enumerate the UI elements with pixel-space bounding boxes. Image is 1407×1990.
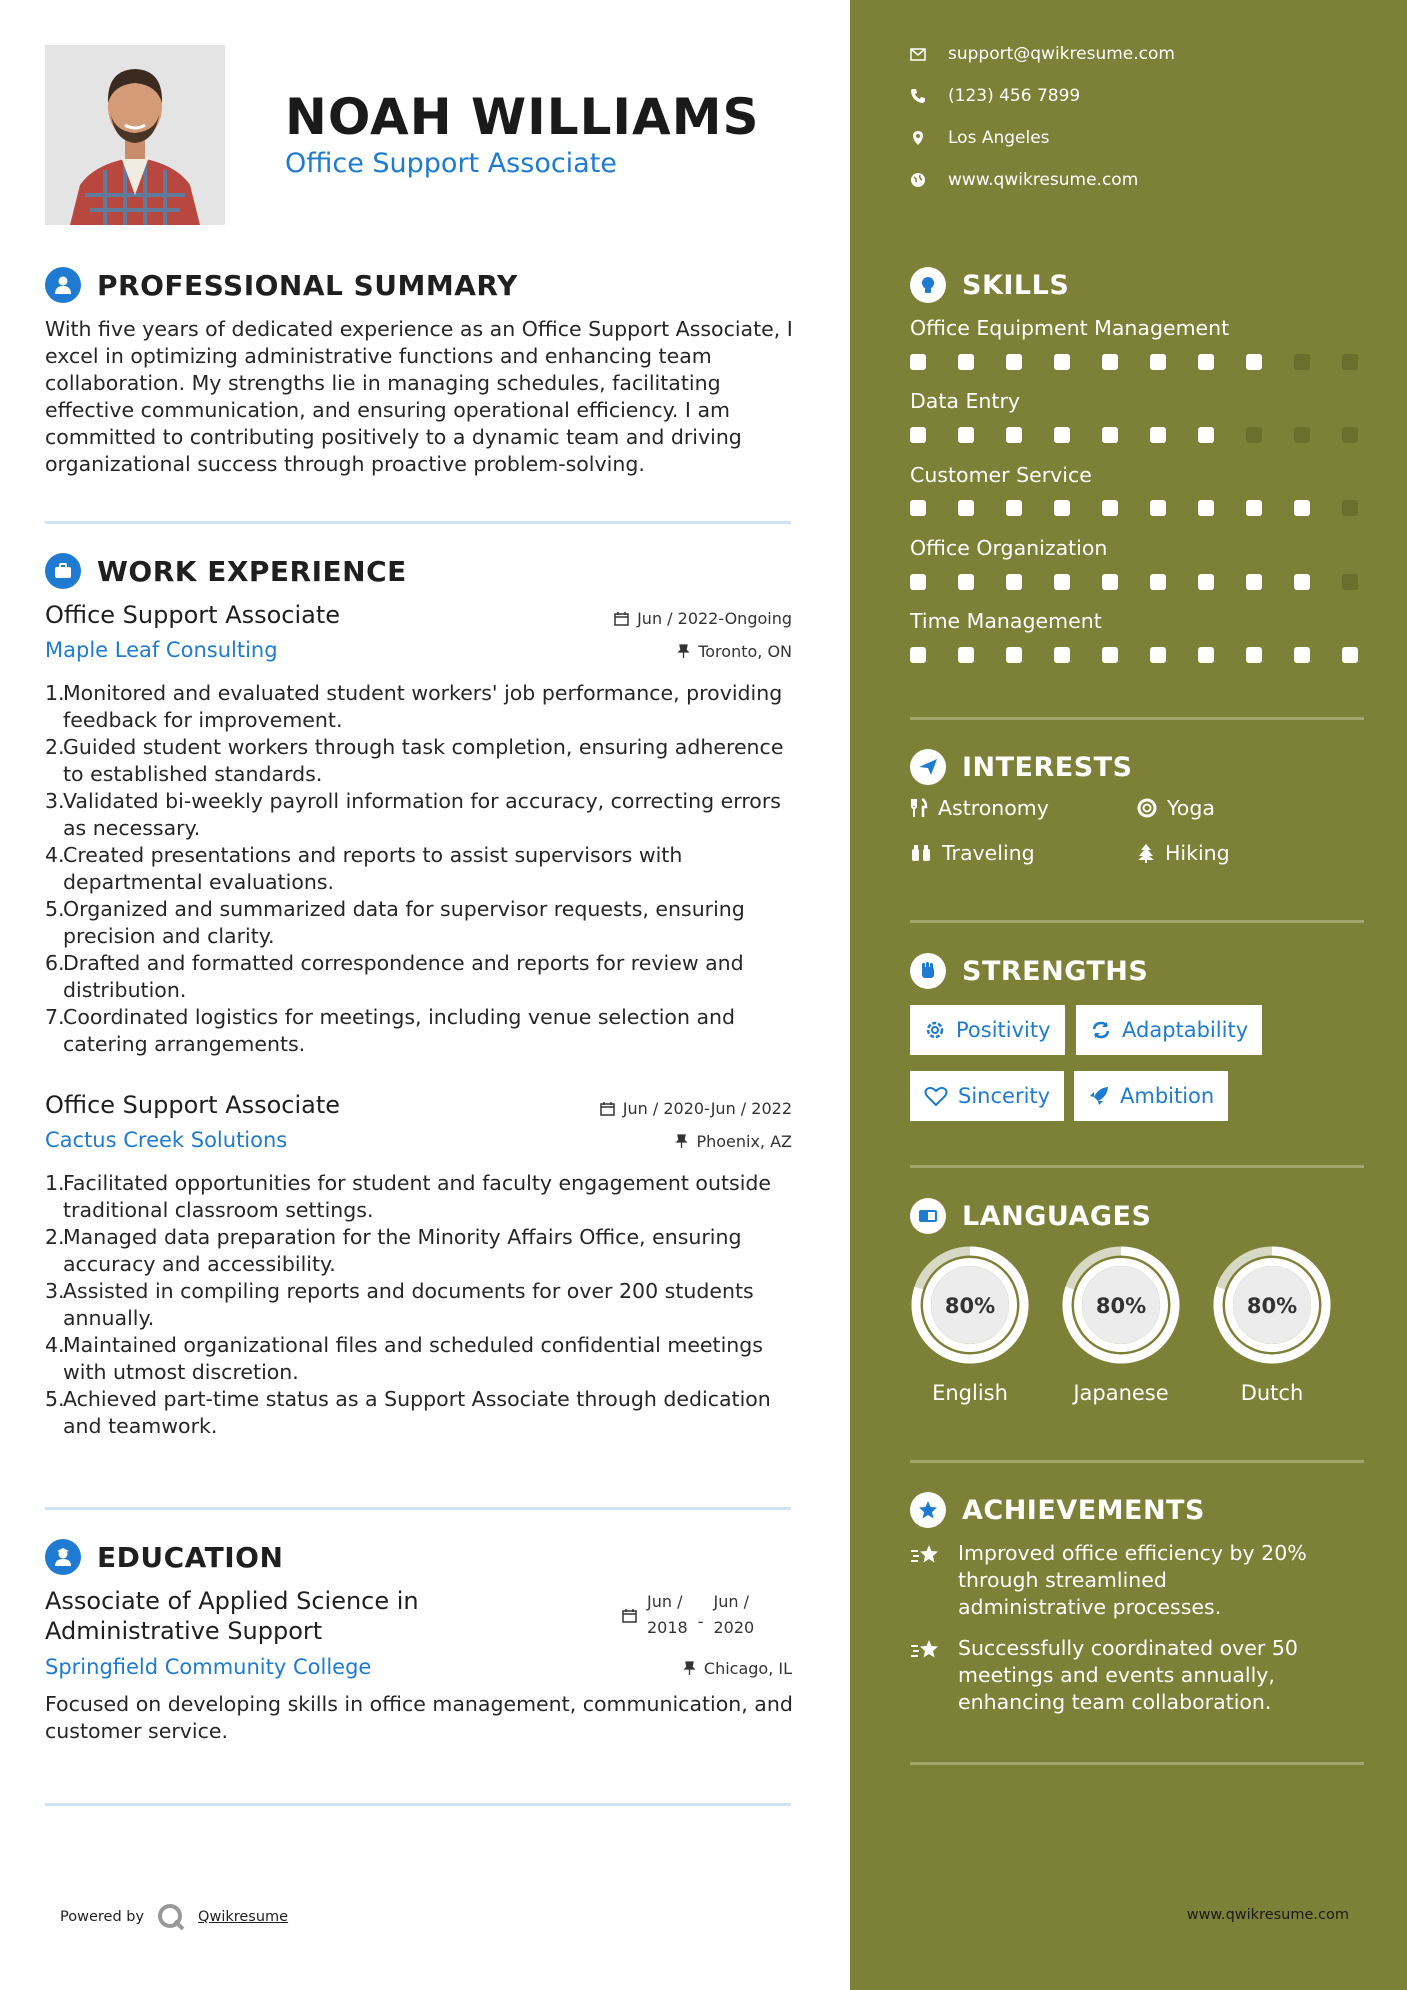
achievements-heading xyxy=(910,1492,1205,1528)
language-gauge xyxy=(1211,1244,1333,1370)
skill-name: Office Equipment Management xyxy=(910,316,1230,340)
education-start-month: Jun / xyxy=(647,1592,683,1611)
job-1-date-text: Jun / 2022-Ongoing xyxy=(637,609,792,628)
strength-chip: Ambition xyxy=(1074,1071,1228,1121)
list-item: 4. Created presentations and reports to assist supervisors with departmental evaluations. xyxy=(45,843,683,894)
section-divider xyxy=(45,521,791,524)
powered-by-label: Powered by xyxy=(60,1909,145,1925)
list-item: 6. Drafted and formatted correspondence and reports for review and distribution. xyxy=(45,951,744,1002)
candidate-name: NOAH WILLIAMS xyxy=(285,88,760,146)
graduation-icon xyxy=(45,1539,81,1575)
contact-phone-text: (123) 456 7899 xyxy=(948,86,1081,106)
utensils-icon xyxy=(910,798,928,818)
gauge-percent: 80% xyxy=(1095,1294,1147,1318)
summary-title: PROFESSIONAL SUMMARY xyxy=(97,268,518,302)
skill-dot-filled xyxy=(1150,574,1166,590)
skill-rating xyxy=(910,500,1358,516)
candidate-title: Office Support Associate xyxy=(285,148,617,179)
skill-dot-filled xyxy=(1198,574,1214,590)
skill-dot-filled xyxy=(1150,427,1166,443)
sidebar-divider xyxy=(910,920,1364,923)
job-1-location xyxy=(677,642,792,661)
job-1-location-text: Toronto, ON xyxy=(698,642,792,661)
skill-dot-filled xyxy=(1054,354,1070,370)
job-2-title: Office Support Associate xyxy=(45,1091,341,1119)
language-gauge xyxy=(1060,1244,1182,1370)
shooting-star-icon xyxy=(910,1637,942,1665)
skill-dot-filled xyxy=(958,574,974,590)
skill-dot-filled xyxy=(1294,647,1310,663)
skill-dot-filled xyxy=(1006,354,1022,370)
list-item: 3. Validated bi-weekly payroll information for accuracy, correcting errors as necessary. xyxy=(45,789,781,840)
strengths-title: STRENGTHS xyxy=(962,955,1149,987)
calendar-icon xyxy=(622,1608,637,1623)
contact-location xyxy=(910,128,1050,148)
skill-dot-filled xyxy=(1054,647,1070,663)
list-item: 3. Assisted in compiling reports and documents for over 200 students annually. xyxy=(45,1279,754,1330)
skill-dot-empty xyxy=(1294,354,1310,370)
footer-website[interactable]: www.qwikresume.com xyxy=(1186,1907,1349,1923)
list-item: 7. Coordinated logistics for meetings, including venue selection and catering arrangements. xyxy=(45,1005,736,1056)
skill-dot-filled xyxy=(1246,354,1262,370)
qwikresume-link[interactable]: Qwikresume xyxy=(198,1909,289,1925)
section-divider xyxy=(45,1803,791,1806)
skill-dot-filled xyxy=(1150,647,1166,663)
skill-dot-filled xyxy=(1102,354,1118,370)
briefcase-icon xyxy=(45,553,81,589)
envelope-icon xyxy=(910,48,926,61)
skill-dot-empty xyxy=(1342,427,1358,443)
job-2-bullets xyxy=(45,1170,805,1440)
skill-dot-filled xyxy=(1294,574,1310,590)
sidebar-divider xyxy=(910,1762,1364,1765)
education-description: Focused on developing skills in office management, communication, and customer service. xyxy=(45,1692,793,1743)
summary-text: With five years of dedicated experience as an Office Support Associate, I excel in optimizing administrative functions and enhancing team collaboration. My strengths lie in managing schedules, facilitating effective communication, and ensuring operational efficiency. I am committed to contributing positively to a dynamic team and driving organizational success through proactive problem-solving. xyxy=(45,317,793,476)
skill-dot-filled xyxy=(1246,647,1262,663)
skill-dot-filled xyxy=(1102,574,1118,590)
contact-location-text: Los Angeles xyxy=(948,128,1050,148)
skill-dot-filled xyxy=(1054,574,1070,590)
skill-dot-filled xyxy=(1006,647,1022,663)
achievements-title: ACHIEVEMENTS xyxy=(962,1494,1205,1526)
contact-email-text: support@qwikresume.com xyxy=(948,44,1175,64)
shooting-star-icon xyxy=(910,1542,942,1570)
education-title: EDUCATION xyxy=(97,1540,284,1574)
skill-dot-filled xyxy=(1006,574,1022,590)
skill-dot-filled xyxy=(1006,427,1022,443)
section-divider xyxy=(45,1507,791,1510)
job-1-title: Office Support Associate xyxy=(45,601,341,629)
heart-icon xyxy=(924,1085,948,1107)
list-item: 2. Managed data preparation for the Minority Affairs Office, ensuring accuracy and accessibility. xyxy=(45,1225,742,1276)
skill-dot-filled xyxy=(1198,500,1214,516)
list-item: 4. Maintained organizational files and scheduled confidential meetings with utmost discretion. xyxy=(45,1333,763,1384)
tree-icon xyxy=(1137,843,1155,863)
job-2-date xyxy=(600,1099,792,1118)
job-1-date xyxy=(614,609,792,628)
gear-icon xyxy=(924,1019,946,1041)
skill-name: Data Entry xyxy=(910,389,1021,413)
skill-dot-filled xyxy=(1294,500,1310,516)
rocket-icon xyxy=(1088,1085,1110,1107)
language-name: Japanese xyxy=(1073,1381,1169,1405)
skill-name: Time Management xyxy=(910,609,1102,633)
skill-dot-filled xyxy=(1246,500,1262,516)
skill-dot-filled xyxy=(1198,354,1214,370)
star-badge-icon xyxy=(910,1492,946,1528)
phone-icon xyxy=(910,88,926,104)
language-name: Dutch xyxy=(1240,1381,1304,1405)
pin-icon xyxy=(675,1134,688,1149)
list-item: 5. Organized and summarized data for supervisor requests, ensuring precision and clarity. xyxy=(45,897,745,948)
skill-name: Customer Service xyxy=(910,463,1092,487)
sidebar-divider xyxy=(910,1460,1364,1463)
job-2-location-text: Phoenix, AZ xyxy=(696,1132,792,1151)
skill-dot-empty xyxy=(1294,427,1310,443)
refresh-icon xyxy=(1090,1019,1112,1041)
list-item: 1. Monitored and evaluated student workers' job performance, providing feedback for improvement. xyxy=(45,681,783,732)
skill-name: Office Organization xyxy=(910,536,1108,560)
language-gauge xyxy=(909,1244,1031,1370)
gauge-percent: 80% xyxy=(1246,1294,1298,1318)
skill-dot-filled xyxy=(1102,500,1118,516)
education-date-sep: - xyxy=(697,1611,704,1631)
skill-dot-filled xyxy=(1246,574,1262,590)
interests-heading xyxy=(910,749,1133,785)
skill-dot-filled xyxy=(1198,647,1214,663)
education-heading xyxy=(45,1539,283,1575)
skill-dot-filled xyxy=(1150,500,1166,516)
interest-item: Traveling xyxy=(910,841,1035,865)
lightbulb-icon xyxy=(910,267,946,303)
achievement-item: Improved office efficiency by 20% through streamlined administrative processes. xyxy=(910,1540,1318,1621)
skill-dot-empty xyxy=(1342,574,1358,590)
qwikresume-logo-icon xyxy=(156,1902,186,1932)
skill-dot-filled xyxy=(1102,427,1118,443)
contact-website[interactable] xyxy=(910,170,1138,190)
interest-item: Astronomy xyxy=(910,796,1049,820)
achievement-item: Successfully coordinated over 50 meetings and events annually, enhancing team collaboration. xyxy=(910,1635,1318,1716)
contact-email[interactable] xyxy=(910,44,1175,64)
skill-dot-filled xyxy=(910,647,926,663)
school-name: Springfield Community College xyxy=(45,1655,372,1679)
education-end-year: 2020 xyxy=(713,1618,755,1637)
skill-rating xyxy=(910,647,1358,663)
skill-dot-empty xyxy=(1342,354,1358,370)
contact-website-text: www.qwikresume.com xyxy=(948,170,1139,190)
skill-dot-filled xyxy=(1102,647,1118,663)
binoculars-icon xyxy=(910,843,932,863)
language-icon xyxy=(910,1198,946,1234)
education-location-text: Chicago, IL xyxy=(703,1659,792,1678)
skill-dot-filled xyxy=(1342,647,1358,663)
skill-rating xyxy=(910,574,1358,590)
life-ring-icon xyxy=(1137,798,1157,818)
skill-dot-filled xyxy=(958,500,974,516)
sidebar-divider xyxy=(910,1165,1364,1168)
job-1-bullets xyxy=(45,680,805,1058)
globe-icon xyxy=(910,172,926,188)
skill-dot-filled xyxy=(1054,500,1070,516)
strength-chip: Adaptability xyxy=(1076,1005,1262,1055)
education-date xyxy=(622,1589,754,1641)
job-2-location xyxy=(675,1132,792,1151)
list-item: 2. Guided student workers through task completion, ensuring adherence to established standards. xyxy=(45,735,784,786)
user-icon xyxy=(45,267,81,303)
strength-chip: Positivity xyxy=(910,1005,1065,1055)
degree-line-1: Associate of Applied Science in xyxy=(45,1587,419,1615)
skill-dot-empty xyxy=(1342,500,1358,516)
job-1-company: Maple Leaf Consulting xyxy=(45,638,278,662)
fist-icon xyxy=(910,953,946,989)
skill-dot-filled xyxy=(1198,427,1214,443)
skill-dot-filled xyxy=(910,500,926,516)
calendar-icon xyxy=(614,611,629,626)
skill-dot-filled xyxy=(910,574,926,590)
degree-line-2: Administrative Support xyxy=(45,1617,323,1645)
sidebar-divider xyxy=(910,717,1364,720)
skill-dot-empty xyxy=(1246,427,1262,443)
job-2-date-text: Jun / 2020-Jun / 2022 xyxy=(622,1099,792,1118)
skills-heading xyxy=(910,267,1069,303)
interest-item: Yoga xyxy=(1137,796,1215,820)
profile-photo xyxy=(45,45,225,225)
languages-title: LANGUAGES xyxy=(962,1200,1152,1232)
summary-heading xyxy=(45,267,518,303)
strength-chip: Sincerity xyxy=(910,1071,1064,1121)
list-item: 5. Achieved part-time status as a Support Associate through dedication and teamwork. xyxy=(45,1387,771,1438)
paper-plane-icon xyxy=(910,749,946,785)
list-item: 1. Facilitated opportunities for student and faculty engagement outside traditional classroom settings. xyxy=(45,1171,772,1222)
interests-title: INTERESTS xyxy=(962,751,1133,783)
skill-dot-filled xyxy=(958,354,974,370)
pin-icon xyxy=(683,1661,696,1676)
skill-dot-filled xyxy=(958,647,974,663)
work-title: WORK EXPERIENCE xyxy=(97,554,407,588)
skill-dot-filled xyxy=(958,427,974,443)
calendar-icon xyxy=(600,1101,615,1116)
education-start-year: 2018 xyxy=(647,1618,688,1637)
powered-by xyxy=(60,1902,288,1932)
skills-title: SKILLS xyxy=(962,269,1070,301)
work-heading xyxy=(45,553,407,589)
skill-dot-filled xyxy=(1006,500,1022,516)
language-name: English xyxy=(932,1381,1008,1405)
skill-dot-filled xyxy=(1054,427,1070,443)
education-location xyxy=(683,1659,792,1678)
skill-dot-filled xyxy=(910,354,926,370)
pin-icon xyxy=(677,644,690,659)
strengths-heading xyxy=(910,953,1148,989)
languages-heading xyxy=(910,1198,1151,1234)
skill-dot-filled xyxy=(1150,354,1166,370)
interest-item: Hiking xyxy=(1137,841,1230,865)
skill-rating xyxy=(910,354,1358,370)
map-pin-icon xyxy=(910,130,926,146)
education-end-month: Jun / xyxy=(713,1592,749,1611)
job-2-company: Cactus Creek Solutions xyxy=(45,1128,288,1152)
gauge-percent: 80% xyxy=(944,1294,996,1318)
skill-rating xyxy=(910,427,1358,443)
skill-dot-filled xyxy=(910,427,926,443)
contact-phone[interactable] xyxy=(910,86,1080,106)
